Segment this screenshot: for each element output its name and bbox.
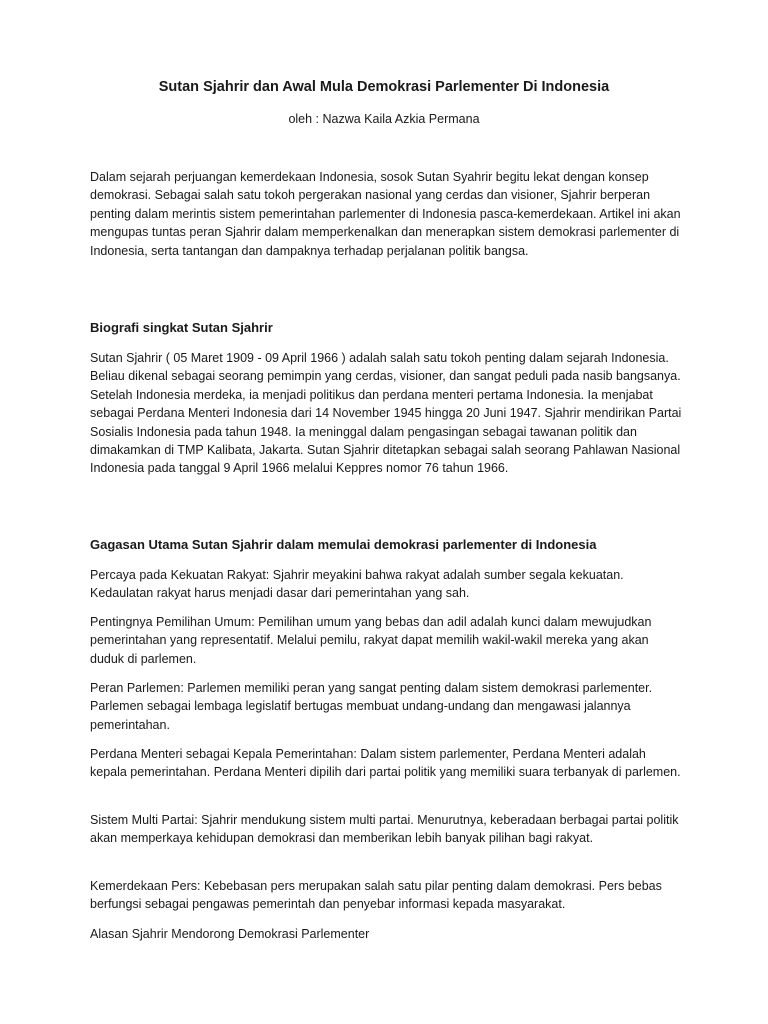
idea-paragraph-elections: Pentingnya Pemilihan Umum: Pemilihan umum yang bebas dan adil adalah kunci dalam mewujudkan pemerintahan yang representatif. Melalui pemilu, rakyat dapat memilih wakil-wakil mereka yang akan duduk di parlemen. — [90, 615, 652, 666]
document-author: oleh : Nazwa Kaila Azkia Permana — [288, 112, 480, 126]
section-heading-biography: Biografi singkat Sutan Sjahrir — [90, 320, 273, 335]
idea-paragraph-people-power: Percaya pada Kekuatan Rakyat: Sjahrir meyakini bahwa rakyat adalah sumber segala kekuatan. Kedaulatan rakyat harus menjadi dasar dari pemerintahan yang sah. — [90, 568, 624, 601]
document-title: Sutan Sjahrir dan Awal Mula Demokrasi Parlementer Di Indonesia — [158, 79, 610, 95]
intro-paragraph: Dalam sejarah perjuangan kemerdekaan Indonesia, sosok Sutan Syahrir begitu lekat dengan konsep demokrasi. Sebagai salah satu tokoh pergerakan nasional yang cerdas dan visioner, Sjahrir berperan penting dalam merintis sistem pemerintahan parlementer di Indonesia pasca-kemerdekaan. Artikel ini akan mengupas tuntas peran Sjahrir dalam memperkenalkan dan menerapkan sistem demokrasi parlementer di Indonesia, serta tantangan dan dampaknya terhadap perjalanan politik bangsa. — [90, 170, 681, 258]
idea-paragraph-press-freedom: Kemerdekaan Pers: Kebebasan pers merupakan salah satu pilar penting dalam demokrasi. Pers bebas berfungsi sebagai pengawas pemerintah dan penyebar informasi kepada masyarakat. — [90, 879, 662, 912]
subheading-reasons: Alasan Sjahrir Mendorong Demokrasi Parlementer — [90, 927, 370, 941]
biography-paragraph: Sutan Sjahrir ( 05 Maret 1909 - 09 April 1966 ) adalah salah satu tokoh penting dalam sejarah Indonesia. Beliau dikenal sebagai seorang pemimpin yang cerdas, visioner, dan sangat peduli pada nasib bangsanya. Setelah Indonesia merdeka, ia menjadi politikus dan perdana menteri pertama Indonesia. Ia menjabat sebagai Perdana Menteri Indonesia dari 14 November 1945 hingga 20 Juni 1947. Sjahrir mendirikan Partai Sosialis Indonesia pada tahun 1948. Ia meninggal dalam pengasingan sebagai tawanan politik dan dimakamkan di TMP Kalibata, Jakarta. Sutan Sjahrir ditetapkan sebagai salah seorang Pahlawan Nasional Indonesia pada tanggal 9 April 1966 melalui Keppres nomor 76 tahun 1966. — [90, 351, 682, 476]
idea-paragraph-multi-party: Sistem Multi Partai: Sjahrir mendukung sistem multi partai. Menurutnya, keberadaan berbagai partai politik akan memperkaya kehidupan demokrasi dan memberikan lebih banyak pilihan bagi rakyat. — [90, 813, 679, 846]
section-heading-main-ideas: Gagasan Utama Sutan Sjahrir dalam memulai demokrasi parlementer di Indonesia — [90, 537, 597, 552]
idea-paragraph-parliament: Peran Parlemen: Parlemen memiliki peran yang sangat penting dalam sistem demokrasi parlementer. Parlemen sebagai lembaga legislatif bertugas membuat undang-undang dan mengawasi jalannya pemerintahan. — [90, 681, 653, 732]
idea-paragraph-prime-minister: Perdana Menteri sebagai Kepala Pemerintahan: Dalam sistem parlementer, Perdana Menteri adalah kepala pemerintahan. Perdana Menteri dipilih dari partai politik yang memiliki suara terbanyak di parlemen. — [90, 747, 681, 780]
